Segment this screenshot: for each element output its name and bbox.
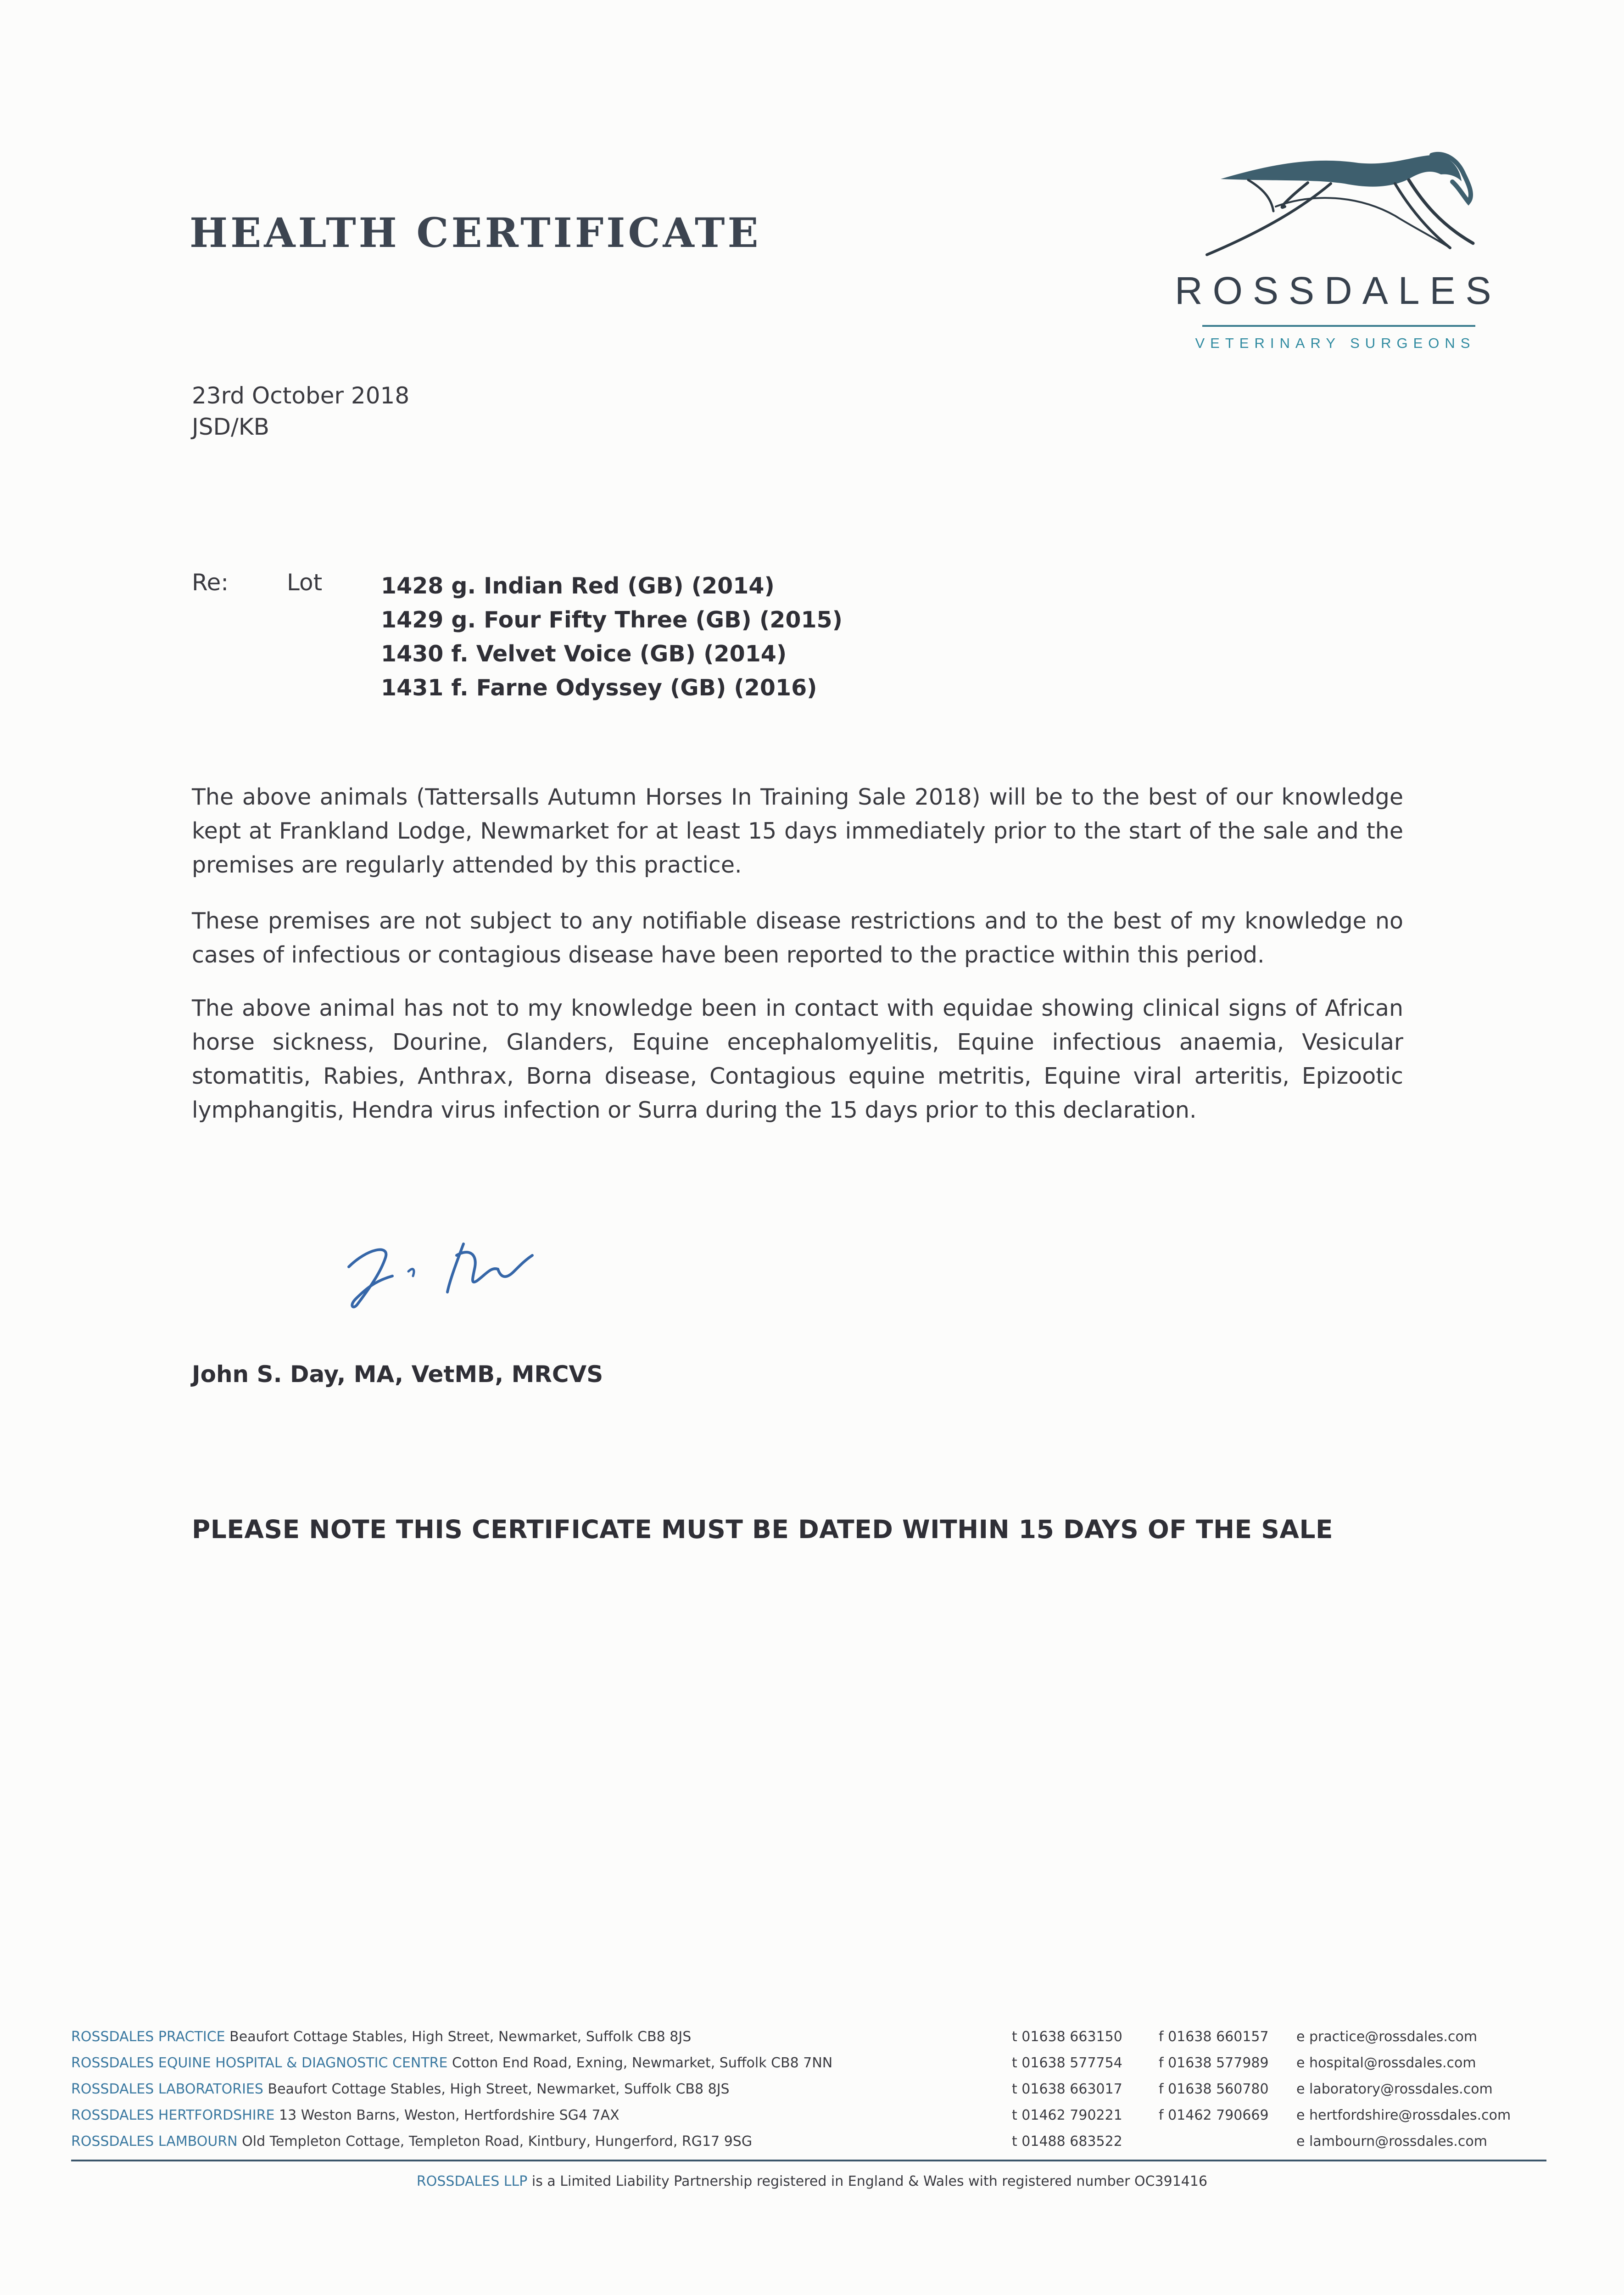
paragraph-disease-contact: The above animal has not to my knowledge been in contact with equidae showing clinical signs of African horse sickness, Dourine, Glanders, Equine encephalomyelitis, Equine infectious anaemia, Vesicular stomatitis, Rabies, Anthrax, Borna disease, Contagious equine metritis, Equine viral arteritis, Epizootic lymphangitis, Hendra virus infection or Surra during the 15 days prior to this declaration. bbox=[192, 995, 1403, 1123]
lot-item: 1429 g. Four Fifty Three (GB) (2015) bbox=[381, 607, 843, 633]
office-fax: f 01638 577989 bbox=[1159, 2055, 1269, 2071]
office-telephone: t 01638 577754 bbox=[1012, 2055, 1122, 2071]
office-telephone: t 01638 663017 bbox=[1012, 2081, 1122, 2097]
office-telephone: t 01462 790221 bbox=[1012, 2107, 1122, 2123]
office-row bbox=[71, 2029, 1540, 2055]
lot-item: 1430 f. Velvet Voice (GB) (2014) bbox=[381, 641, 787, 667]
paragraph-restrictions: These premises are not subject to any notifiable disease restrictions and to the best of my knowledge no cases of infectious or contagious disease have been reported to the practice within this period. bbox=[192, 908, 1403, 968]
office-name: ROSSDALES PRACTICE bbox=[71, 2029, 225, 2045]
footer-divider bbox=[71, 2160, 1546, 2161]
office-email: e laboratory@rossdales.com bbox=[1296, 2081, 1493, 2097]
handwritten-signature bbox=[340, 1212, 597, 1317]
office-telephone: t 01488 683522 bbox=[1012, 2133, 1122, 2149]
legal-text: is a Limited Liability Partnership registered in England & Wales with registered number OC391416 bbox=[531, 2173, 1208, 2189]
office-email: e hospital@rossdales.com bbox=[1296, 2055, 1476, 2071]
office-row bbox=[71, 2055, 1540, 2081]
office-email: e lambourn@rossdales.com bbox=[1296, 2133, 1487, 2149]
office-telephone: t 01638 663150 bbox=[1012, 2029, 1122, 2045]
office-name: ROSSDALES HERTFORDSHIRE bbox=[71, 2107, 275, 2123]
office-fax: f 01462 790669 bbox=[1159, 2107, 1269, 2123]
letter-date: 23rd October 2018 bbox=[192, 382, 410, 409]
signatory-name: John S. Day, MA, VetMB, MRCVS bbox=[192, 1361, 603, 1388]
office-row bbox=[71, 2081, 1540, 2107]
office-address: Beaufort Cottage Stables, High Street, Newmarket, Suffolk CB8 8JS bbox=[229, 2029, 692, 2045]
paragraph-premises: The above animals (Tattersalls Autumn Horses In Training Sale 2018) will be to the best of our knowledge kept at Frankland Lodge, Newmarket for at least 15 days immediately prior to the start of the sale and the premises are regularly attended by this practice. bbox=[192, 784, 1403, 878]
office-address: Old Templeton Cottage, Templeton Road, Kintbury, Hungerford, RG17 9SG bbox=[242, 2133, 753, 2149]
brand-name: ROSSDALES bbox=[1175, 269, 1501, 312]
page-title: HEALTH CERTIFICATE bbox=[190, 209, 761, 257]
office-name: ROSSDALES LABORATORIES bbox=[71, 2081, 263, 2097]
footer-offices bbox=[71, 2029, 1540, 2160]
office-email: e hertfordshire@rossdales.com bbox=[1296, 2107, 1511, 2123]
letter-reference: JSD/KB bbox=[192, 414, 269, 440]
galloping-horse-icon bbox=[1193, 138, 1478, 266]
lot-item: 1428 g. Indian Red (GB) (2014) bbox=[381, 573, 775, 599]
lot-list bbox=[381, 569, 843, 705]
footer-legal bbox=[0, 2173, 1624, 2189]
office-address: Beaufort Cottage Stables, High Street, Newmarket, Suffolk CB8 8JS bbox=[268, 2081, 730, 2097]
brand-divider bbox=[1202, 325, 1475, 327]
office-row bbox=[71, 2133, 1540, 2160]
office-fax: f 01638 560780 bbox=[1159, 2081, 1269, 2097]
dating-notice: PLEASE NOTE THIS CERTIFICATE MUST BE DATED WITHIN 15 DAYS OF THE SALE bbox=[192, 1515, 1334, 1544]
lot-item: 1431 f. Farne Odyssey (GB) (2016) bbox=[381, 675, 817, 701]
office-address: Cotton End Road, Exning, Newmarket, Suffolk CB8 7NN bbox=[452, 2055, 833, 2071]
office-address: 13 Weston Barns, Weston, Hertfordshire SG4 7AX bbox=[279, 2107, 619, 2123]
office-row bbox=[71, 2107, 1540, 2133]
brand-subtitle: VETERINARY SURGEONS bbox=[1195, 335, 1476, 351]
lot-label: Lot bbox=[287, 569, 323, 596]
date-reference-block bbox=[192, 380, 409, 442]
re-label: Re: bbox=[192, 569, 229, 596]
office-fax: f 01638 660157 bbox=[1159, 2029, 1269, 2045]
rossdales-logo bbox=[1175, 138, 1501, 367]
legal-name: ROSSDALES LLP bbox=[416, 2173, 528, 2189]
office-name: ROSSDALES LAMBOURN bbox=[71, 2133, 238, 2149]
office-name: ROSSDALES EQUINE HOSPITAL & DIAGNOSTIC CENTRE bbox=[71, 2055, 448, 2071]
office-email: e practice@rossdales.com bbox=[1296, 2029, 1478, 2045]
